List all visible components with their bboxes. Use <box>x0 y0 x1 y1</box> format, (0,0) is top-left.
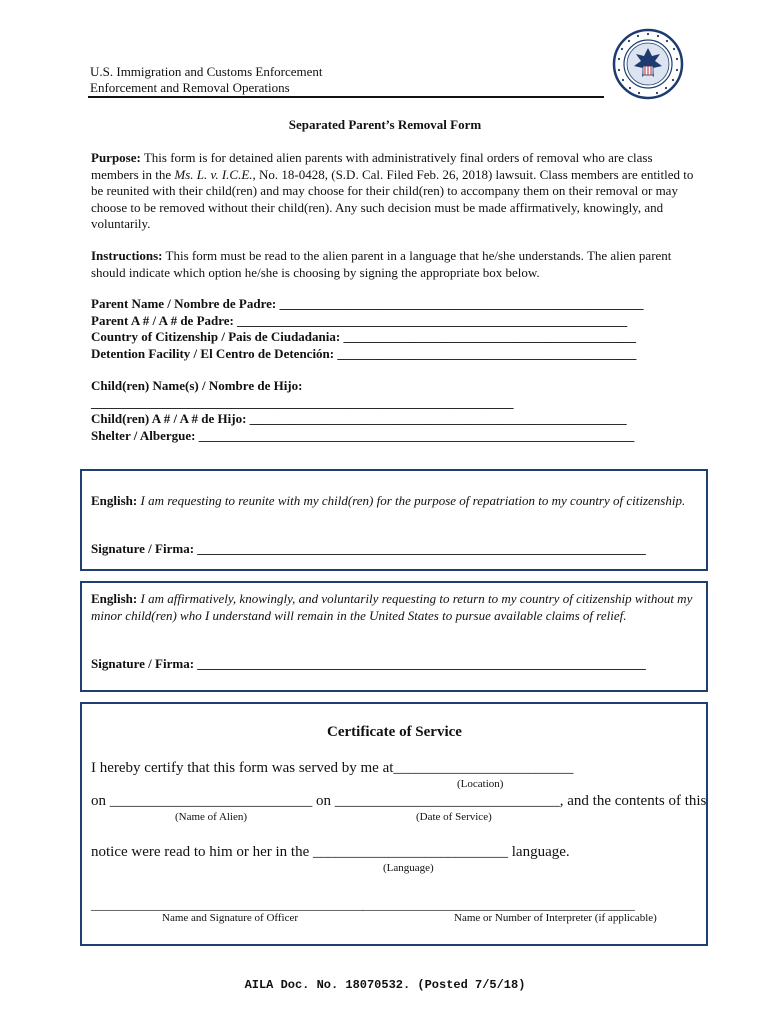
purpose-paragraph <box>91 150 696 233</box>
alien-name-date-field[interactable]: on ___________________________ on ______________________________, and the contents of this <box>91 793 707 809</box>
served-location-field[interactable]: I hereby certify that this form was served by me at________________________ <box>91 760 574 776</box>
detention-facility-field[interactable]: Detention Facility / El Centro de Detención: ______________________________________________ <box>91 345 637 361</box>
location-caption: (Location) <box>457 778 504 790</box>
division-name: Enforcement and Removal Operations <box>90 80 290 95</box>
interpreter-caption: Name or Number of Interpreter (if applicable) <box>454 912 657 924</box>
date-of-service-caption: (Date of Service) <box>416 811 492 823</box>
officer-caption: Name and Signature of Officer <box>162 912 299 924</box>
child-a-number-field[interactable]: Child(ren) A # / A # de Hijo: __________________________________________________________ <box>91 411 627 426</box>
parent-name-field[interactable]: Parent Name / Nombre de Padre: ________________________________________________________ <box>91 296 644 311</box>
reunite-signature-field[interactable]: Signature / Firma: _____________________________________________________________________ <box>91 541 646 556</box>
child-name-label: Child(ren) Name(s) / Nombre de Hijo: <box>91 378 303 393</box>
language-caption: (Language) <box>383 862 434 874</box>
header-divider <box>88 96 604 98</box>
interpreter-field[interactable]: __________________________________________ <box>362 897 635 912</box>
remove-option-text <box>91 590 697 624</box>
reunite-option-text <box>91 492 697 509</box>
parent-a-number-field[interactable]: Parent A # / A # de Padre: ____________________________________________________________ <box>91 312 628 328</box>
agency-name: U.S. Immigration and Customs Enforcement <box>90 64 323 79</box>
purpose-text-b: , No. 18-0428, (S.D. Cal. Filed Feb. 26, 2018) lawsuit. Class members are entitled to be reunited with their child(ren) and may choose for their child(ren) to accompany them on their removal or may choose to be removed without their child(ren). Any such decision must be made affirmatively, knowingly, and voluntarily. <box>91 166 694 231</box>
reunite-english-label: English: <box>91 493 138 508</box>
purpose-label: Purpose: <box>91 150 141 165</box>
language-field[interactable]: notice were read to him or her in the __________________________ language. <box>91 844 570 860</box>
remove-statement: I am affirmatively, knowingly, and voluntarily requesting to return to my country of citizenship without my minor child(ren) who I understand will remain in the United States to pursue available claims of relief. <box>91 591 693 623</box>
purpose-text-a: This form is for detained alien parents with administratively final orders of removal who are class members in the <box>91 150 653 182</box>
country-of-citizenship-field[interactable]: Country of Citizenship / Pais de Ciudadania: _____________________________________________ <box>91 329 636 344</box>
alien-name-caption: (Name of Alien) <box>175 811 248 823</box>
instructions-text: This form must be read to the alien parent in a language that he/she understands. The alien parent should indicate which option he/she is choosing by signing the appropriate box below. <box>91 248 672 280</box>
shelter-field[interactable]: Shelter / Albergue: ___________________________________________________________________ <box>91 427 635 443</box>
remove-english-label: English: <box>91 591 138 606</box>
case-name: Ms. L. v. I.C.E. <box>174 166 253 182</box>
remove-signature-field[interactable]: Signature / Firma: _____________________________________________________________________ <box>91 656 646 671</box>
certificate-title: Certificate of Service <box>327 724 462 740</box>
child-fields <box>91 378 634 444</box>
reunite-statement: I am requesting to reunite with my child(ren) for the purpose of repatriation to my country of citizenship. <box>137 493 686 508</box>
instructions-paragraph <box>91 248 696 281</box>
aila-footer: AILA Doc. No. 18070532. (Posted 7/5/18) <box>244 978 526 992</box>
child-name-field[interactable]: _________________________________________________________________ <box>91 394 514 410</box>
parent-fields <box>91 296 643 362</box>
dhs-seal-icon <box>612 28 684 100</box>
officer-signature-field[interactable]: __________________________________________ <box>91 897 364 912</box>
instructions-label: Instructions: <box>91 248 163 263</box>
form-title: Separated Parent’s Removal Form <box>288 117 482 132</box>
